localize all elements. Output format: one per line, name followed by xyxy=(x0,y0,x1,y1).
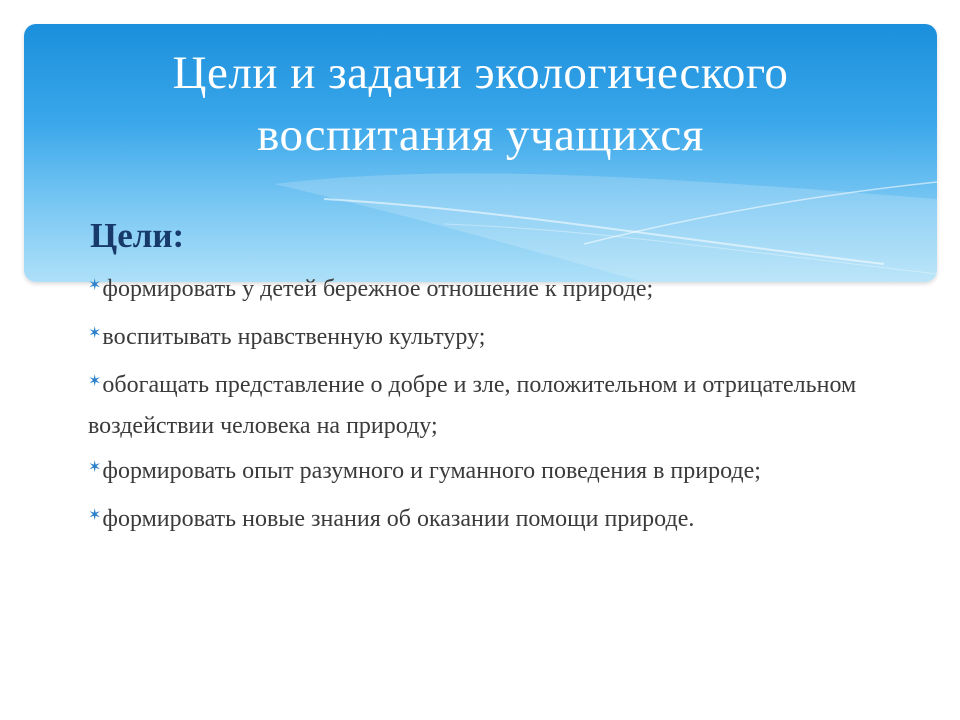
goals-list xyxy=(88,270,868,548)
list-item-text: формировать опыт разумного и гуманного поведения в природе; xyxy=(102,458,761,484)
list-item-text: формировать новые знания об оказании помощи природе. xyxy=(102,506,695,532)
list-item-text: воспитывать нравственную культуру; xyxy=(102,324,486,350)
star-bullet-icon: ✶ xyxy=(88,277,102,294)
slide-title xyxy=(24,42,937,166)
star-bullet-icon: ✶ xyxy=(88,507,102,524)
star-bullet-icon: ✶ xyxy=(88,459,102,476)
list-item-text: обогащать представление о добре и зле, положительном и отрицательном воздействии человека на природу; xyxy=(88,372,857,439)
star-bullet-icon: ✶ xyxy=(88,373,102,390)
slide-title-line-1: Цели и задачи экологического xyxy=(172,47,789,99)
goals-heading: Цели: xyxy=(90,216,185,255)
slide-title-line-2: воспитания учащихся xyxy=(257,109,704,161)
list-item-text: формировать у детей бережное отношение к природе; xyxy=(102,276,654,302)
list-item xyxy=(88,366,868,445)
star-bullet-icon: ✶ xyxy=(88,325,102,342)
list-item xyxy=(88,500,868,541)
list-item xyxy=(88,452,868,493)
list-item xyxy=(88,270,868,311)
list-item xyxy=(88,318,868,359)
